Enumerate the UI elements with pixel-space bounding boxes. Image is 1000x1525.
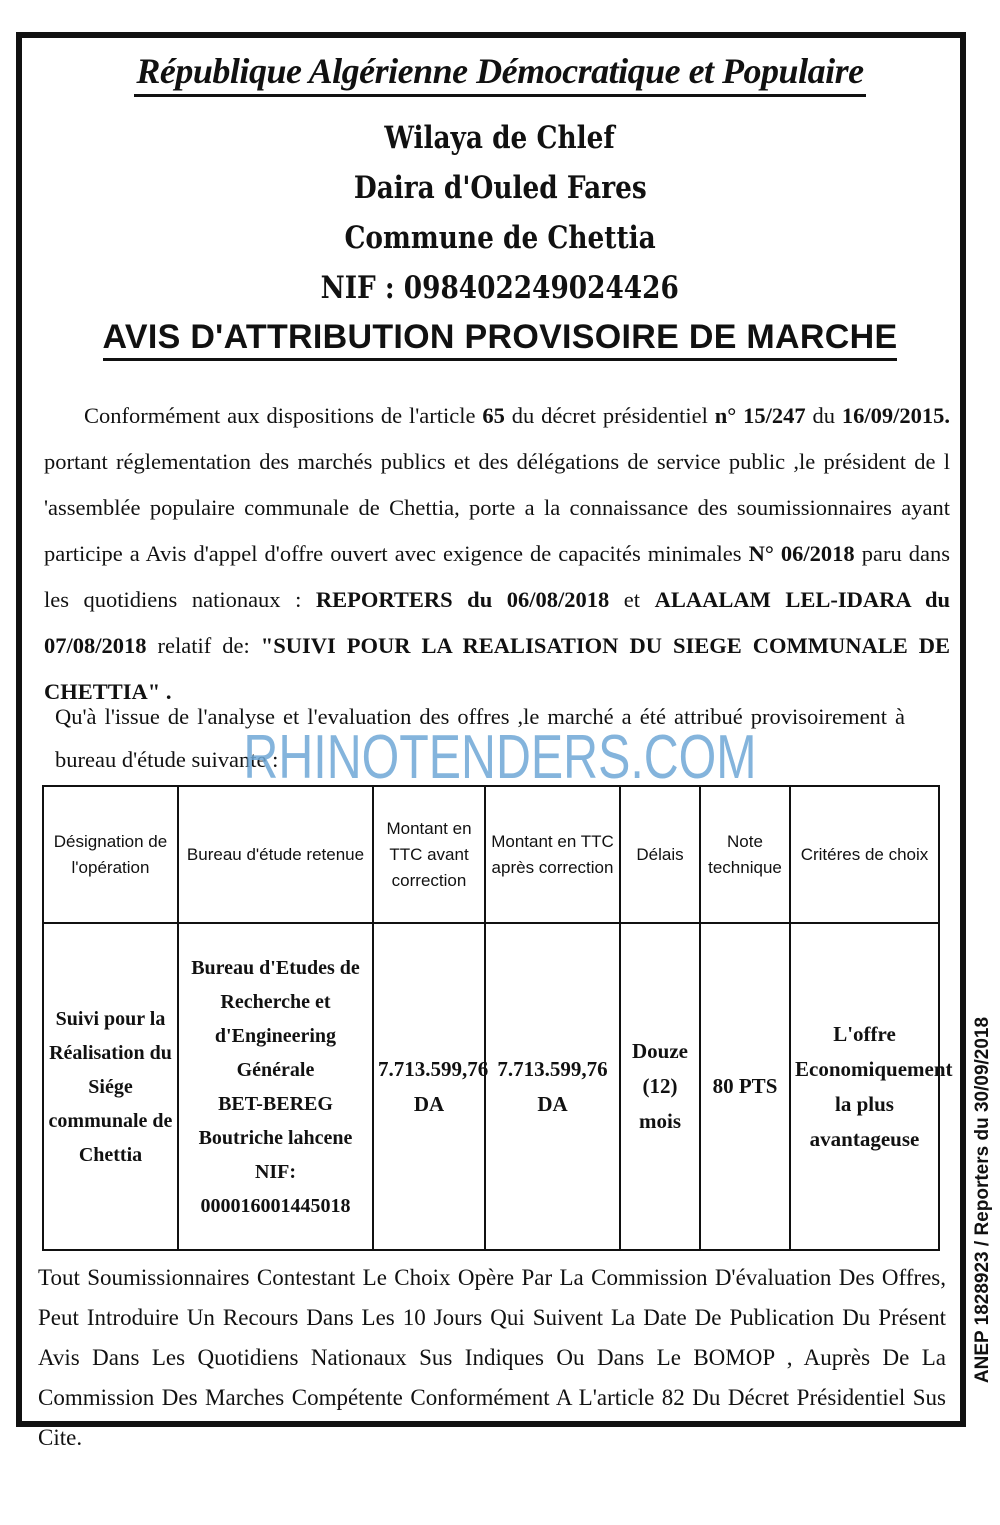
bureau-nif: NIF: 000016001445018 [200,1160,351,1217]
col-header-score: Note technique [700,786,790,923]
watermark: RHINOTENDERS.COM [243,723,757,792]
col-header-amount-after: Montant en TTC après correction [485,786,620,923]
award-table [42,785,953,1251]
col-header-amount-before: Montant en TTC avant correction [373,786,485,923]
table-row [43,923,939,1250]
cell-amount-after: 7.713.599,76 DA [485,923,620,1250]
country-title: République Algérienne Démocratique et Populaire [0,50,1000,97]
cell-operation: Suivi pour la Réalisation du Siége communale de Chettia [43,923,178,1250]
notice-title: AVIS D'ATTRIBUTION PROVISOIRE DE MARCHE [0,318,1000,361]
cell-criteria: L'offre Economiquement la plus avantageuse [790,923,939,1250]
table-header-row [43,786,939,923]
award-intro: Qu'à l'issue de l'analyse et l'evaluation des offres ,le marché a été attribué provisoirement à bureau d'étude suivante : [55,704,905,772]
bureau-name: Bureau d'Etudes de Recherche et d'Engineering Générale [191,956,360,1081]
daira-line: Daira d'Ouled Fares [353,170,647,206]
col-header-delay: Délais [620,786,700,923]
cell-bureau [178,923,373,1250]
intro-paragraph: Conformément aux dispositions de l'article 65 du décret présidentiel n° 15/247 du 16/09/2015. portant réglementation des marchés publics et des délégations de service public ,le président de l 'assemblée populaire communale de Chettia, porte a la connaissance des soumissionnaires ayant participe a Avis d'appel d'offre ouvert avec exigence de capacités minimales N° 06/2018 paru dans les quotidiens nationaux : REPORTERS du 06/08/2018 et ALAALAM LEL-IDARA du 07/08/2018 relatif de: "SUIVI POUR LA REALISATION DU SIEGE COMMUNALE DE CHETTIA" . [44,403,951,704]
col-header-operation: Désignation de l'opération [43,786,178,923]
col-header-bureau: Bureau d'étude retenue [178,786,373,923]
publication-reference: ANEP 1828923 / Reporters du 30/09/2018 [972,1016,993,1384]
wilaya-line: Wilaya de Chlef [384,120,616,156]
cell-amount-before: 7.713.599,76 DA [373,923,485,1250]
cell-score: 80 PTS [700,923,790,1250]
col-header-criteria: Critéres de choix [790,786,939,923]
commune-line: Commune de Chettia [344,220,656,256]
nif-line: NIF : 098402249024426 [320,270,680,306]
bureau-acronym: BET-BEREG [218,1092,333,1115]
recourse-paragraph: Tout Soumissionnaires Contestant Le Choix Opère Par La Commission D'évaluation Des Offres, Peut Introduire Un Recours Dans Les 10 Jours Qui Suivent La Date De Publication Du Présent Avis Dans Les Quotidiens Nationaux Sus Indiques Ou Dans Le BOMOP , Auprès De La Commission Des Marches Compétente Conformément A L'article 82 Du Décret Présidentiel Sus Cite. [38,1265,946,1450]
bureau-manager: Boutriche lahcene [198,1126,353,1149]
cell-delay: Douze (12) mois [620,923,700,1250]
